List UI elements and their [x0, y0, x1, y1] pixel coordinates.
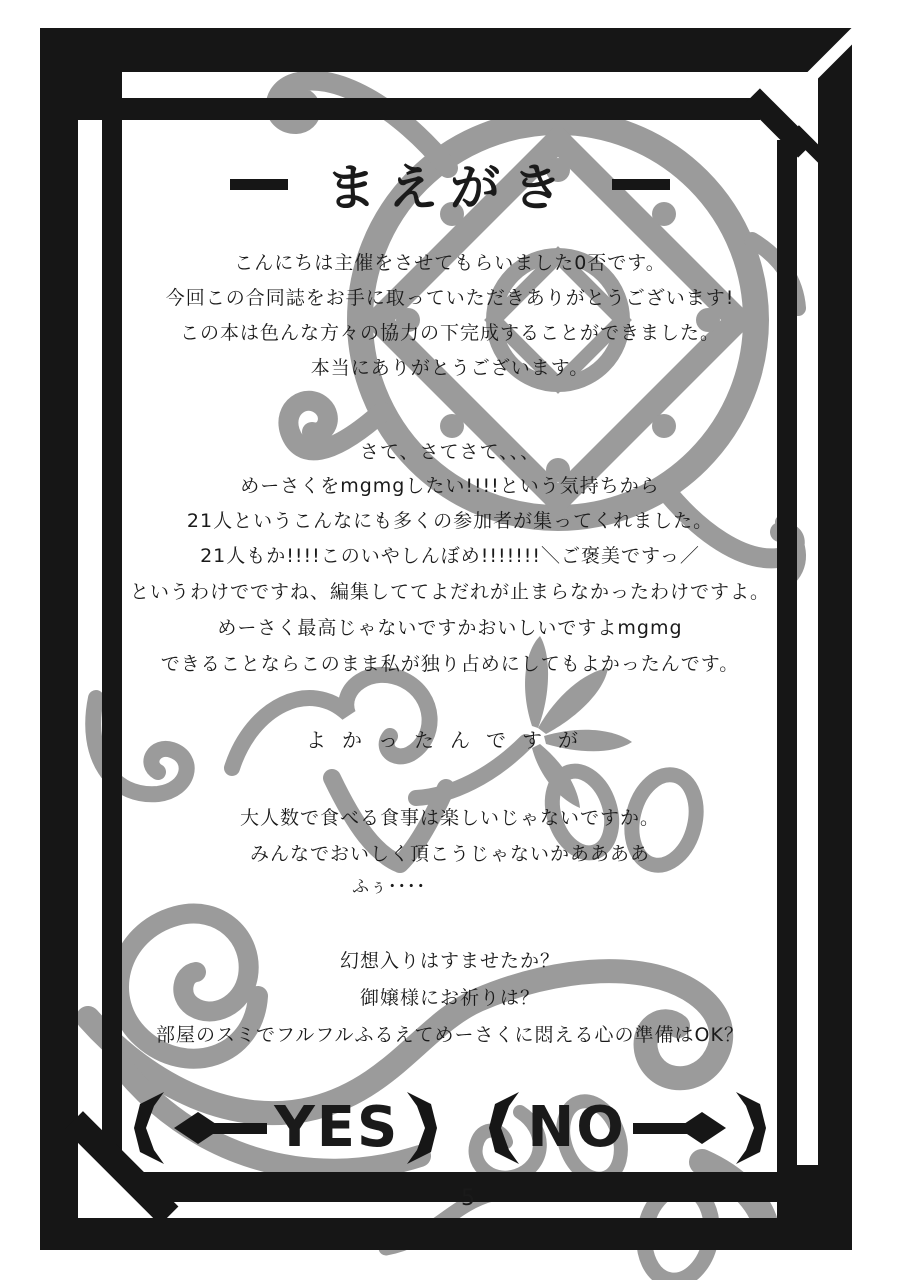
foreword-line: というわけでですね、編集しててよだれが止まらなかったわけですよ。	[129, 581, 770, 603]
frame-inner-top	[102, 98, 760, 120]
foreword-line: 幻想入りはすませたか？	[339, 950, 560, 972]
yes-choice	[134, 1092, 437, 1164]
foreword-line: めーさくをmgmgしたい!!!!という気持ちから	[240, 475, 660, 497]
foreword-line: 部屋のスミでフルフルふるえてめーさくに悶える心の準備はOK？	[156, 1024, 744, 1046]
foreword-line: できることならこのまま私が独り占めにしてもよかったんです。	[160, 653, 740, 675]
flourish-mid	[232, 675, 430, 768]
foreword-line: こんにちは主催をさせてもらいました0否です。	[234, 252, 666, 274]
foreword-sigh-line: ふぅ････	[352, 877, 426, 897]
yes-no-choice-row	[0, 1090, 900, 1165]
foreword-line: 御嬢様にお祈りは？	[359, 987, 540, 1009]
foreword-line: この本は色んな方々の協力の下完成することができました。	[179, 322, 720, 344]
foreword-line: 21人もか!!!!このいやしんぼめ!!!!!!!＼ご褒美ですっ／	[200, 545, 700, 567]
title-dash-right	[612, 179, 670, 190]
yes-label: YES	[274, 1094, 400, 1160]
no-choice	[489, 1092, 765, 1164]
foreword-line: みんなでおいしく頂こうじゃないかああああ	[249, 843, 650, 865]
title-dash-left	[230, 179, 288, 190]
foreword-line: めーさく最高じゃないですかおいしいですよmgmg	[217, 617, 683, 639]
foreword-interlude-line: よかったんですが	[306, 728, 594, 752]
foreword-line: 21人というこんなにも多くの参加者が集ってくれました。	[186, 510, 714, 532]
foreword-line: 本当にありがとうございます。	[310, 357, 590, 379]
foreword-line: 大人数で食べる食事は楽しいじゃないですか。	[239, 807, 660, 829]
no-arrow-right-icon	[632, 1092, 728, 1164]
frame-bottom-right-corner-block	[777, 1165, 852, 1250]
left-bracket-icon	[134, 1092, 166, 1164]
foreword-line: 今回この合同誌をお手に取っていただきありがとうございます!	[165, 287, 735, 309]
left-bracket-icon	[489, 1092, 521, 1164]
page-number: 5	[461, 1186, 475, 1211]
frame-outer-top	[40, 28, 852, 72]
right-bracket-icon	[405, 1092, 437, 1164]
page-title: まえがき	[326, 159, 574, 217]
yes-arrow-left-icon	[172, 1092, 268, 1164]
no-label: NO	[527, 1094, 626, 1160]
right-bracket-icon	[734, 1092, 766, 1164]
page-title-row	[0, 148, 900, 220]
foreword-line: さて、さてさて、、、	[359, 441, 541, 463]
